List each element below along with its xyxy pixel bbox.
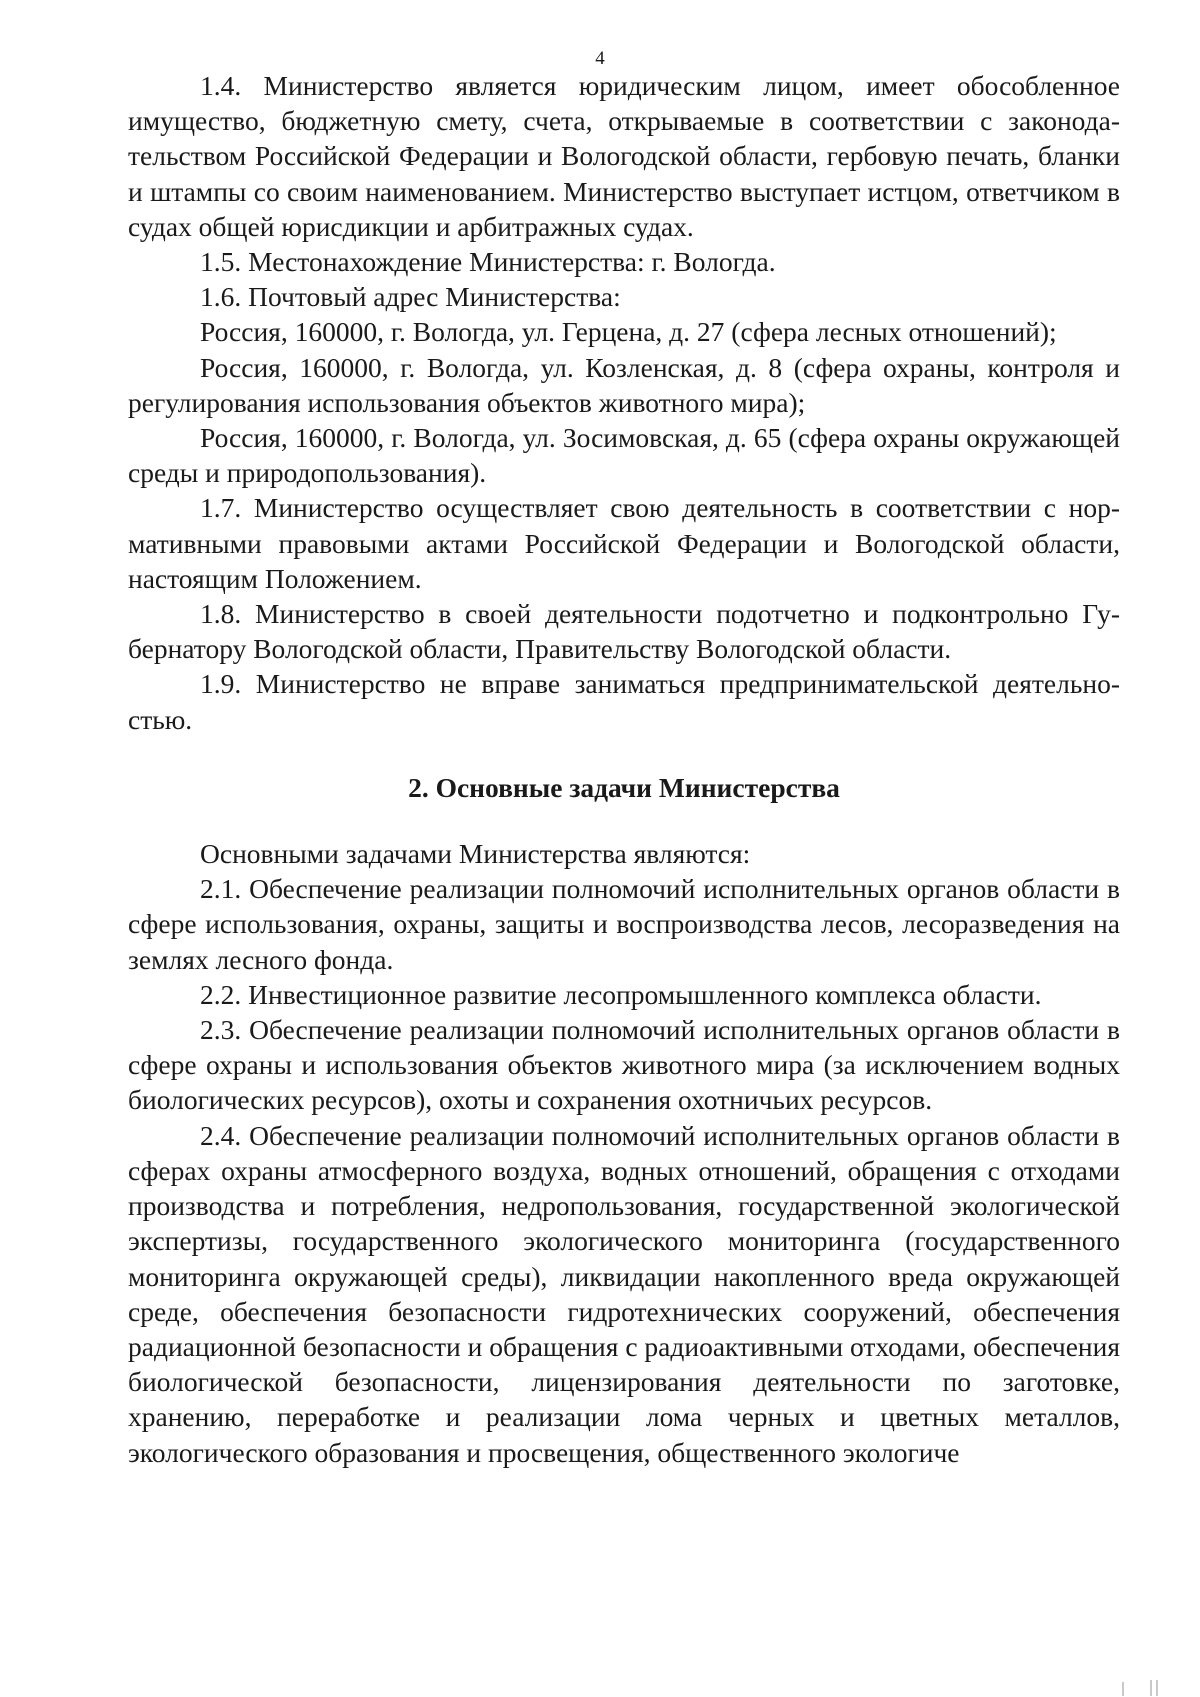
address-kozlenskaya: Россия, 160000, г. Вологда, ул. Козленская, д. 8 (сфера охраны, контроля и регулирования использования объектов животного мира); — [128, 351, 1120, 418]
section-2-intro: Основными задачами Министерства являются: — [200, 838, 751, 870]
paragraph-1-6: 1.6. Почтовый адрес Министерства: — [200, 281, 621, 313]
section-2-heading: 2. Основные задачи Министерства — [408, 771, 840, 803]
page-number: 4 — [595, 48, 605, 69]
scan-edge-mark-3 — [1156, 1680, 1158, 1696]
paragraph-1-7: 1.7. Министерство осуществляет свою деятельность в соответствии с нормативными правовыми актами Российской Федерации и Вологодской области, настоящим Положением. — [128, 492, 1120, 594]
paragraph-2-2: 2.2. Инвестиционное развитие лесопромышленного комплекса области. — [200, 978, 1042, 1010]
scan-edge-mark-1 — [1122, 1682, 1124, 1696]
address-herzen: Россия, 160000, г. Вологда, ул. Герцена, д. 27 (сфера лесных отношений); — [200, 316, 1057, 348]
paragraph-2-3: 2.3. Обеспечение реализации полномочий исполнительных органов области в сфере охраны и использования объектов животного мира (за исключением водных биологических ресурсов), охоты и сохранения охотничьих ресурсов. — [128, 1014, 1120, 1116]
paragraph-1-4: 1.4. Министерство является юридическим лицом, имеет обособленное имущество, бюджетную смету, счета, открываемые в соответствии с законодательством Российской Федерации и Вологодской области, гербовую печать, бланки и штампы со своим наименованием. Министерство выступает истцом, ответчиком в судах общей юрисдикции и арбитражных судах. — [128, 70, 1120, 242]
paragraph-1-5: 1.5. Местонахождение Министерства: г. Вологда. — [200, 246, 776, 278]
paragraph-2-4: 2.4. Обеспечение реализации полномочий исполнительных органов области в сферах охраны атмосферного воздуха, водных отношений, обращения с отходами производства и потребления, недропользования, государственной экологической экспертизы, государственного экологического мониторинга (государственного мониторинга окружающей среды), ликвидации накопленного вреда окружающей среде, обеспечения безопасности гидротехнических сооружений, обеспечения радиационной безопасности и обращения с радиоактивными отходами, обеспечения биологической безопасности, лицензирования деятельности по заготовке, хранению, переработке и реализации лома черных и цветных металлов, экологического образования и просвещения, общественного экологиче — [128, 1119, 1120, 1468]
paragraph-2-1: 2.1. Обеспечение реализации полномочий исполнительных органов области в сфере использования, охраны, защиты и воспроизводства лесов, лесоразведения на землях лесного фонда. — [128, 873, 1120, 975]
scan-edge-mark-2 — [1150, 1680, 1152, 1696]
paragraph-1-8: 1.8. Министерство в своей деятельности подотчетно и подконтрольно Губернатору Вологодской области, Правительству Вологодской области. — [128, 598, 1120, 665]
document-body — [128, 68, 1120, 1470]
paragraph-1-9: 1.9. Министерство не вправе заниматься предпринимательской деятельностью. — [128, 668, 1120, 735]
address-zosimovskaya: Россия, 160000, г. Вологда, ул. Зосимовская, д. 65 (сфера охраны окружающей среды и природопользования). — [128, 422, 1120, 489]
